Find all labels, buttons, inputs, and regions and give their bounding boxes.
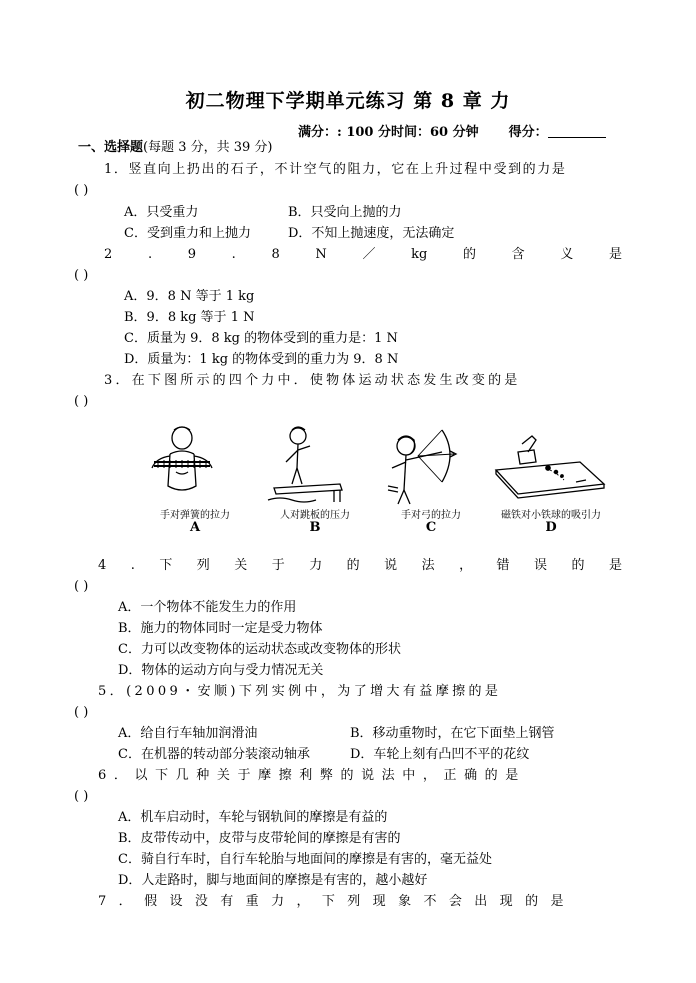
q4-stem-part: .	[130, 558, 135, 573]
q4-stem-part: 下	[159, 558, 173, 573]
q5-stem: 5．(2009・安顺)下列实例中，为了增大有益摩擦的是	[98, 684, 502, 699]
q2-stem-part: 是	[608, 247, 622, 262]
figure-b-letter: B	[309, 520, 321, 535]
q5-option-a: A．给自行车轴加润滑油	[118, 726, 258, 741]
q6-paren: ( )	[74, 789, 89, 804]
q2-stem	[104, 247, 622, 263]
q4-option-d: D．物体的运动方向与受力情况无关	[118, 663, 324, 678]
q1-option-d: D．不知上抛速度，无法确定	[288, 226, 455, 241]
q5-option-c: C．在机器的转动部分装滚动轴承	[118, 747, 310, 762]
section-note: (每题 3 分，共 39 分)	[143, 140, 273, 155]
figure-c-caption: 手对弓的拉力	[401, 510, 461, 521]
q6-stem: 6．以下几种关于摩擦利弊的说法中，正确的是	[98, 768, 526, 783]
q4-stem-part: ，	[459, 558, 473, 573]
figure-b	[260, 424, 370, 536]
q2-paren: ( )	[74, 268, 89, 283]
q1-stem: 1．竖直向上扔出的石子，不计空气的阻力，它在上升过程中受到的力是	[104, 162, 567, 177]
q2-stem-part: 2	[104, 247, 113, 262]
q4-option-b: B．施力的物体同时一定是受力物体	[118, 621, 323, 636]
q4-stem	[98, 558, 622, 574]
q2-stem-part: kg	[411, 247, 428, 262]
q2-stem-part: .	[147, 247, 153, 262]
figure-b-caption: 人对跳板的压力	[280, 510, 350, 521]
q4-option-c: C．力可以改变物体的运动状态或改变物体的形状	[118, 642, 401, 657]
q7-stem: 7．假设没有重力，下列现象不会出现的是	[98, 894, 576, 909]
q4-stem-part: 的	[571, 558, 585, 573]
archer-illustration	[376, 424, 486, 508]
q1-option-a: A．只受重力	[124, 205, 199, 220]
q6-option-c: C．骑自行车时，自行车轮胎与地面间的摩擦是有害的，毫无益处	[118, 852, 492, 867]
figure-d-letter: D	[545, 520, 557, 535]
section-title: 一、选择题	[78, 140, 144, 155]
figure-d	[492, 424, 602, 536]
q2-stem-part: .	[231, 247, 236, 262]
score-label: 得分：	[508, 125, 548, 140]
magnet-ball-illustration	[492, 424, 610, 508]
figure-a	[140, 424, 250, 536]
q4-stem-part: 的	[346, 558, 360, 573]
q4-stem-part: 误	[534, 558, 548, 573]
q6-option-a: A．机车启动时，车轮与钢轨间的摩擦是有益的	[118, 810, 388, 825]
q4-option-a: A．一个物体不能发生力的作用	[118, 600, 297, 615]
q2-option-c: C．质量为 9．8 kg 的物体受到的重力是：1 N	[124, 331, 398, 346]
q2-stem-part: 义	[560, 247, 574, 262]
section-heading	[78, 140, 273, 156]
q2-option-d: D．质量为：1 kg 的物体受到的重力为 9．8 N	[124, 352, 399, 367]
q4-stem-part: 说	[384, 558, 398, 573]
q2-stem-part: ／	[362, 247, 376, 262]
page-title: 初二物理下学期单元练习 第 8 章 力	[185, 90, 511, 112]
q3-figures	[140, 424, 610, 536]
q1-option-b: B．只受向上抛的力	[288, 205, 402, 220]
q2-stem-part: 8	[271, 247, 280, 262]
figure-c	[376, 424, 486, 536]
q5-option-b: B．移动重物时，在它下面垫上钢管	[350, 726, 555, 741]
q2-option-b: B．9．8 kg 等于 1 N	[124, 310, 255, 325]
q2-stem-part: 的	[462, 247, 476, 262]
q2-stem-part: 9	[187, 247, 197, 262]
figure-d-caption: 磁铁对小铁球的吸引力	[501, 510, 601, 521]
q4-paren: ( )	[74, 579, 89, 594]
q5-option-d: D．车轮上刻有凸凹不平的花纹	[350, 747, 530, 762]
q1-option-c: C．受到重力和上抛力	[124, 226, 251, 241]
q3-paren: ( )	[74, 394, 89, 409]
full-marks-time: 满分：: 100 分时间：60 分钟	[298, 125, 479, 140]
q4-stem-part: 法	[421, 558, 435, 573]
q2-stem-part: 含	[511, 247, 525, 262]
figure-a-letter: A	[189, 520, 201, 535]
q6-option-d: D．人走路时，脚与地面间的摩擦是有害的，越小越好	[118, 873, 428, 888]
q2-stem-part: N	[315, 247, 327, 262]
figure-c-letter: C	[425, 520, 437, 535]
q4-stem-part: 错	[496, 558, 510, 573]
q4-stem-part: 列	[196, 558, 210, 573]
q6-option-b: B．皮带传动中，皮带与皮带轮间的摩擦是有害的	[118, 831, 401, 846]
exam-meta	[298, 121, 606, 140]
q2-option-a: A．9．8 N 等于 1 kg	[124, 289, 255, 304]
springboard-illustration	[260, 424, 370, 508]
q4-stem-part: 于	[271, 558, 285, 573]
q4-stem-part: 力	[309, 558, 323, 573]
q5-paren: ( )	[74, 705, 89, 720]
spring-stretch-illustration	[140, 424, 250, 508]
figure-a-caption: 手对弹簧的拉力	[160, 510, 230, 521]
q4-stem-part: 4	[98, 558, 107, 573]
q1-paren: ( )	[74, 183, 89, 198]
score-blank	[548, 125, 606, 138]
q4-stem-part: 是	[608, 558, 622, 573]
q4-stem-part: 关	[234, 558, 248, 573]
q3-stem: 3．在下图所示的四个力中．使物体运动状态发生改变的是	[104, 373, 521, 388]
